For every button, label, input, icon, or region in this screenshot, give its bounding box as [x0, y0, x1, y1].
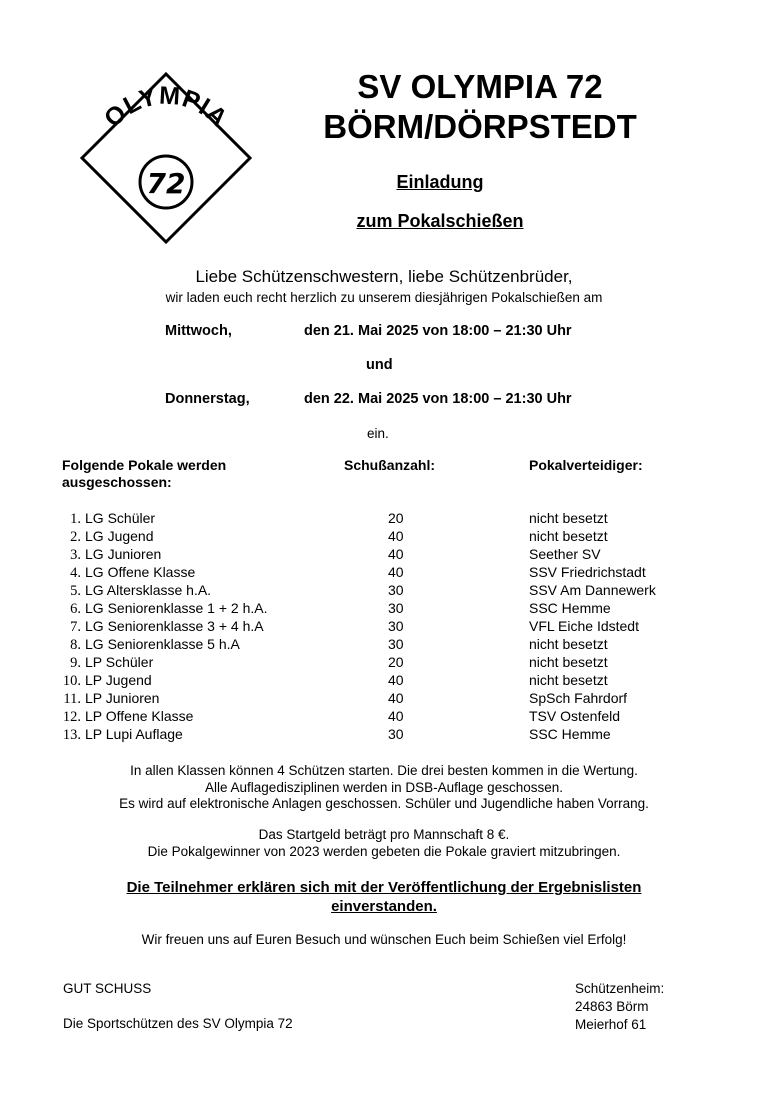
date-1-day: Mittwoch,: [165, 323, 232, 339]
date-2-time: den 22. Mai 2025 von 18:00 – 21:30 Uhr: [304, 391, 572, 407]
address-line: Meierhof 61: [575, 1017, 647, 1032]
trophy-list: [0, 509, 768, 743]
address-line: Schützenheim:: [575, 981, 665, 996]
club-name-line1: SV OLYMPIA 72: [357, 68, 603, 105]
closing-text: Wir freuen uns auf Euren Besuch und wünschen Euch beim Schießen viel Erfolg!: [141, 932, 627, 947]
address: [575, 980, 664, 1034]
table-row: 11. LP Junioren 40 SpSch Fahrdorf: [63, 690, 628, 707]
club-logo: [78, 70, 254, 246]
header-shots: Schußanzahl:: [344, 457, 436, 473]
consent-line: einverstanden.: [331, 898, 437, 915]
ein-word: ein.: [367, 426, 389, 441]
date-2-day: Donnerstag,: [165, 391, 250, 407]
header-trophies: Folgende Pokale werden ausgeschossen:: [62, 457, 227, 490]
logo-text: OLYMPIA: [98, 81, 234, 133]
club-name-line2: BÖRM/DÖRPSTEDT: [323, 108, 637, 145]
table-row: 6. LG Seniorenklasse 1 + 2 h.A. 30 SSC Hemme: [70, 600, 611, 617]
table-row: 13. LP Lupi Auflage 30 SSC Hemme: [62, 726, 611, 743]
rule-line: Es wird auf elektronische Anlagen geschossen. Schüler und Jugendliche haben Vorrang.: [119, 796, 649, 811]
fees: [0, 827, 768, 860]
and-word: und: [366, 357, 393, 373]
event-heading: zum Pokalschießen: [356, 211, 524, 231]
table-row: 12. LP Offene Klasse 40 TSV Ostenfeld: [62, 708, 621, 725]
table-row: 1. LG Schüler 20 nicht besetzt: [70, 510, 608, 527]
fee-line: Die Pokalgewinner von 2023 werden gebeten die Pokale graviert mitzubringen.: [147, 843, 621, 859]
logo-number: 72: [146, 167, 186, 200]
table-row: 9. LP Schüler 20 nicht besetzt: [70, 654, 608, 671]
table-row: 7. LG Seniorenklasse 3 + 4 h.A 30 VFL Eiche Idstedt: [70, 618, 639, 635]
table-row: 2. LG Jugend 40 nicht besetzt: [70, 528, 608, 545]
table-row: 4. LG Offene Klasse 40 SSV Friedrichstadt: [70, 564, 646, 581]
footer-signature: Die Sportschützen des SV Olympia 72: [63, 1016, 293, 1031]
rule-line: Alle Auflagedisziplinen werden in DSB-Auflage geschossen.: [205, 779, 563, 795]
greeting: Liebe Schützenschwestern, liebe Schützenbrüder,: [195, 267, 573, 286]
address-line: 24863 Börm: [575, 999, 649, 1014]
header-defender: Pokalverteidiger:: [529, 457, 643, 473]
gut-schuss: GUT SCHUSS: [63, 981, 152, 996]
table-row: 10. LP Jugend 40 nicht besetzt: [62, 672, 608, 689]
rule-line: In allen Klassen können 4 Schützen starten. Die drei besten kommen in die Wertung.: [130, 763, 638, 778]
invitation-heading: Einladung: [396, 172, 484, 192]
consent: [0, 878, 768, 916]
intro-text: wir laden euch recht herzlich zu unserem diesjährigen Pokalschießen am: [165, 290, 603, 305]
fee-line: Das Startgeld beträgt pro Mannschaft 8 €.: [258, 827, 510, 842]
consent-line: Die Teilnehmer erklären sich mit der Veröffentlichung der Ergebnislisten: [126, 879, 642, 896]
svg-text:OLYMPIA: [99, 82, 233, 133]
table-row: 3. LG Junioren 40 Seether SV: [70, 546, 601, 563]
table-row: 5. LG Altersklasse h.A. 30 SSV Am Dannewerk: [70, 582, 656, 599]
rules: [0, 763, 768, 813]
table-row: 8. LG Seniorenklasse 5 h.A 30 nicht besetzt: [70, 636, 608, 653]
date-1-time: den 21. Mai 2025 von 18:00 – 21:30 Uhr: [304, 323, 572, 339]
